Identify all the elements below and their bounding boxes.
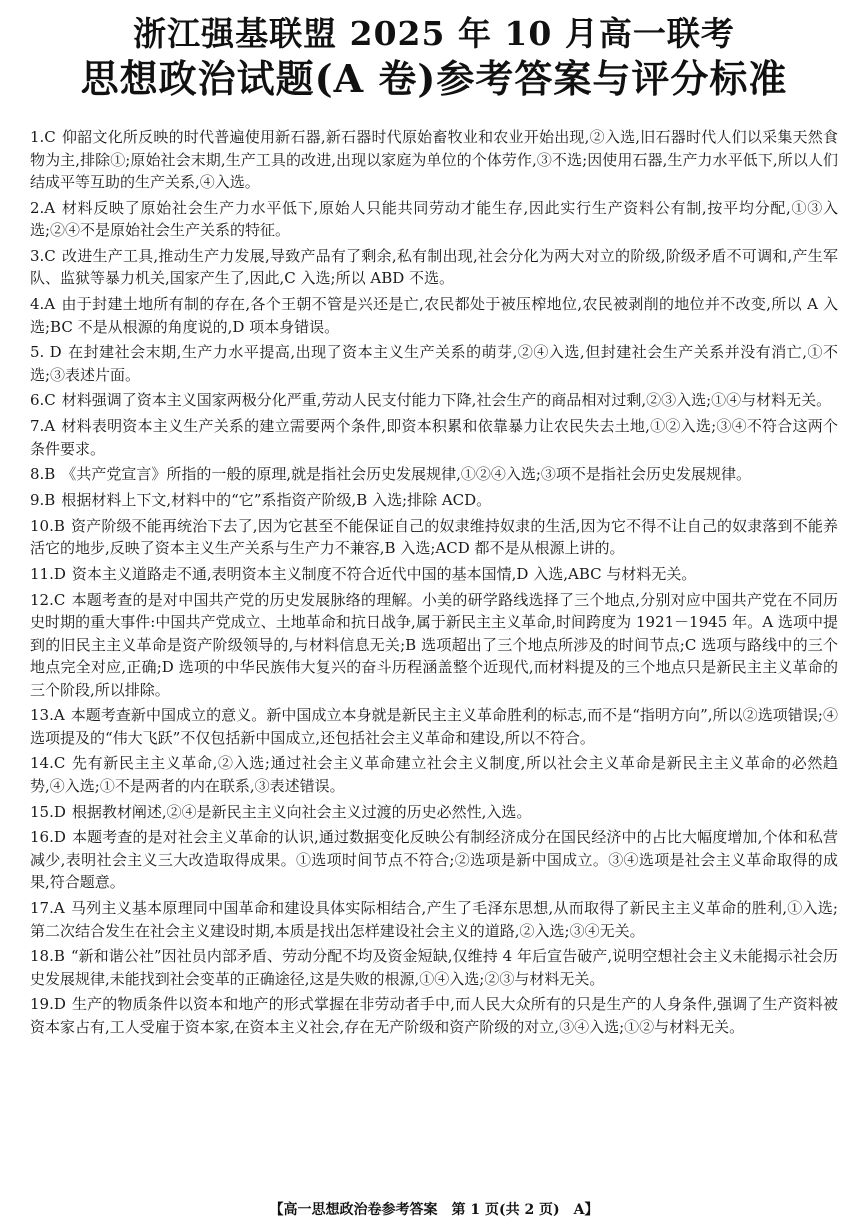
document-title: 思想政治试题(A 卷)参考答案与评分标准: [80, 56, 788, 101]
answer-item: [30, 389, 838, 412]
answer-item: [30, 463, 838, 486]
answer-explanation: 本题考查新中国成立的意义。新中国成立本身就是新民主主义革命胜利的标志,而不是“指明方向”,所以②选项错误;④选项提及的“伟大飞跃”不仅包括新中国成立,还包括社会主义革命和建设,所以不符合。: [30, 706, 838, 747]
answer-item: [30, 993, 838, 1038]
answer-item: [30, 245, 838, 290]
answer-explanation: 资本主义道路走不通,表明资本主义制度不符合近代中国的基本国情,D 入选,ABC 与材料无关。: [71, 564, 697, 583]
answer-number: 3.C: [30, 246, 56, 265]
answer-number: 11.D: [30, 564, 66, 583]
answer-number: 2.A: [30, 198, 56, 217]
answer-explanation: 本题考查的是对中国共产党的历史发展脉络的理解。小美的研学路线选择了三个地点,分别对应中国共产党在不同历史时期的重大事件:中国共产党成立、土地革命和抗日战争,属于新民主主义革命,时间跨度为 1921－1945 年。A 选项中提到的旧民主主义革命是资产阶级领导的,与材料信息无关;B 选项超出了三个地点所涉及的时间节点;C 选项与路线中的三个地点完全对应,正确;D 选项的中华民族伟大复兴的奋斗历程涵盖整个近现代,而材料提及的三个地点只是新民主主义革命的三个阶段,所以排除。: [30, 590, 838, 699]
answer-number: 1.C: [30, 128, 56, 146]
answer-number: 7.A: [30, 417, 56, 436]
answer-explanation: 在封建社会末期,生产力水平提高,出现了资本主义生产关系的萌芽,②④入选,但封建社会生产关系并没有消亡,①不选;③表述片面。: [30, 343, 838, 384]
answer-explanation: 仰韶文化所反映的时代普遍使用新石器,新石器时代原始畜牧业和农业开始出现,②入选,旧石器时代人们以采集天然食物为主,排除①;原始社会末期,生产工具的改进,出现以家庭为单位的个体劳作,③不选;因使用石器,生产力水平低下,所以人们结成平等互助的生产关系,④入选。: [30, 128, 838, 191]
exam-title: 浙江强基联盟 2025 年 10 月高一联考: [133, 14, 735, 53]
answer-explanation: 马列主义基本原理同中国革命和建设具体实际相结合,产生了毛泽东思想,从而取得了新民主主义革命的胜利,①入选;第二次结合发生在社会主义建设时期,本质是找出怎样建设社会主义的道路,②入选;③④无关。: [30, 899, 838, 940]
answer-item: [30, 752, 838, 797]
answer-item: [30, 826, 838, 894]
answer-explanation: 先有新民主主义革命,②入选;通过社会主义革命建立社会主义制度,所以社会主义革命是新民主主义革命的必然趋势,④入选;①不是两者的内在联系,③表述错误。: [30, 754, 838, 795]
answer-number: 9.B: [30, 491, 56, 509]
answer-explanation: 材料表明资本主义生产关系的建立需要两个条件,即资本积累和依靠暴力让农民失去土地,①②入选;③④不符合这两个条件要求。: [30, 417, 838, 458]
answer-explanation: 《共产党宣言》所指的一般的原理,就是指社会历史发展规律,①②④入选;③项不是指社会历史发展规律。: [61, 465, 751, 484]
answer-number: 10.B: [30, 516, 65, 535]
answer-number: 17.A: [30, 899, 65, 917]
answer-number: 19.D: [30, 995, 66, 1014]
answer-explanation: 生产的物质条件以资本和地产的形式掌握在非劳动者手中,而人民大众所有的只是生产的人身条件,强调了生产资料被资本家占有,工人受雇于资本家,在资本主义社会,存在无产阶级和资产阶级的对立,③④入选;①②与材料无关。: [30, 995, 838, 1036]
page-footer: 【高一思想政治卷参考答案 第 1 页(共 2 页) A】: [269, 1202, 599, 1218]
answer-item: [30, 589, 838, 702]
answer-number: 5. D: [30, 343, 62, 362]
answer-explanation: “新和谐公社”因社员内部矛盾、劳动分配不均及资金短缺,仅维持 4 年后宣告破产,说明空想社会主义未能揭示社会历史发展规律,未能找到社会变革的正确途径,这是失败的根源,①④入选;②③与材料无关。: [30, 947, 838, 988]
answer-item: [30, 197, 838, 242]
answer-list: [30, 126, 838, 1038]
answer-item: [30, 293, 838, 338]
answer-item: [30, 415, 838, 460]
answer-explanation: 资产阶级不能再统治下去了,因为它甚至不能保证自己的奴隶维持奴隶的生活,因为它不得不让自己的奴隶落到不能养活它的地步,反映了资本主义生产关系与生产力不兼容,B 入选;ACD 都不是从根源上讲的。: [30, 516, 838, 558]
answer-number: 14.C: [30, 754, 66, 773]
answer-number: 18.B: [30, 947, 65, 966]
answer-item: [30, 897, 838, 942]
answer-item: [30, 489, 838, 512]
answer-item: [30, 945, 838, 990]
answer-explanation: 根据教材阐述,②④是新民主主义向社会主义过渡的历史必然性,入选。: [71, 802, 532, 821]
answer-explanation: 改进生产工具,推动生产力发展,导致产品有了剩余,私有制出现,社会分化为两大对立的阶级,阶级矛盾不可调和,产生军队、监狱等暴力机关,国家产生了,因此,C 入选;所以 ABD 不选。: [30, 246, 838, 288]
answer-item: [30, 126, 838, 194]
answer-number: 16.D: [30, 828, 66, 847]
answer-number: 6.C: [30, 391, 56, 410]
answer-item: [30, 704, 838, 749]
answer-explanation: 由于封建土地所有制的存在,各个王朝不管是兴还是亡,农民都处于被压榨地位,农民被剥削的地位并不改变,所以 A 入选;BC 不是从根源的角度说的,D 项本身错误。: [30, 295, 838, 336]
answer-explanation: 材料反映了原始社会生产力水平低下,原始人只能共同劳动才能生存,因此实行生产资料公有制,按平均分配,①③入选;②④不是原始社会生产关系的特征。: [30, 198, 838, 240]
answer-explanation: 本题考查的是对社会主义革命的认识,通过数据变化反映公有制经济成分在国民经济中的占比大幅度增加,个体和私营减少,表明社会主义三大改造取得成果。①选项时间节点不符合;②选项是新中国成立。③④选项是社会主义革命取得的成果,符合题意。: [30, 828, 838, 892]
answer-number: 15.D: [30, 802, 66, 821]
answer-number: 13.A: [30, 706, 65, 725]
answer-item: [30, 563, 838, 586]
answer-item: [30, 801, 838, 824]
answer-item: [30, 515, 838, 560]
answer-number: 8.B: [30, 465, 56, 484]
answer-explanation: 根据材料上下文,材料中的“它”系指资产阶级,B 入选;排除 ACD。: [61, 491, 492, 509]
answer-number: 12.C: [30, 590, 66, 609]
answer-explanation: 材料强调了资本主义国家两极分化严重,劳动人民支付能力下降,社会生产的商品相对过剩,②③入选;①④与材料无关。: [61, 391, 832, 410]
answer-item: [30, 341, 838, 386]
answer-number: 4.A: [30, 295, 56, 314]
